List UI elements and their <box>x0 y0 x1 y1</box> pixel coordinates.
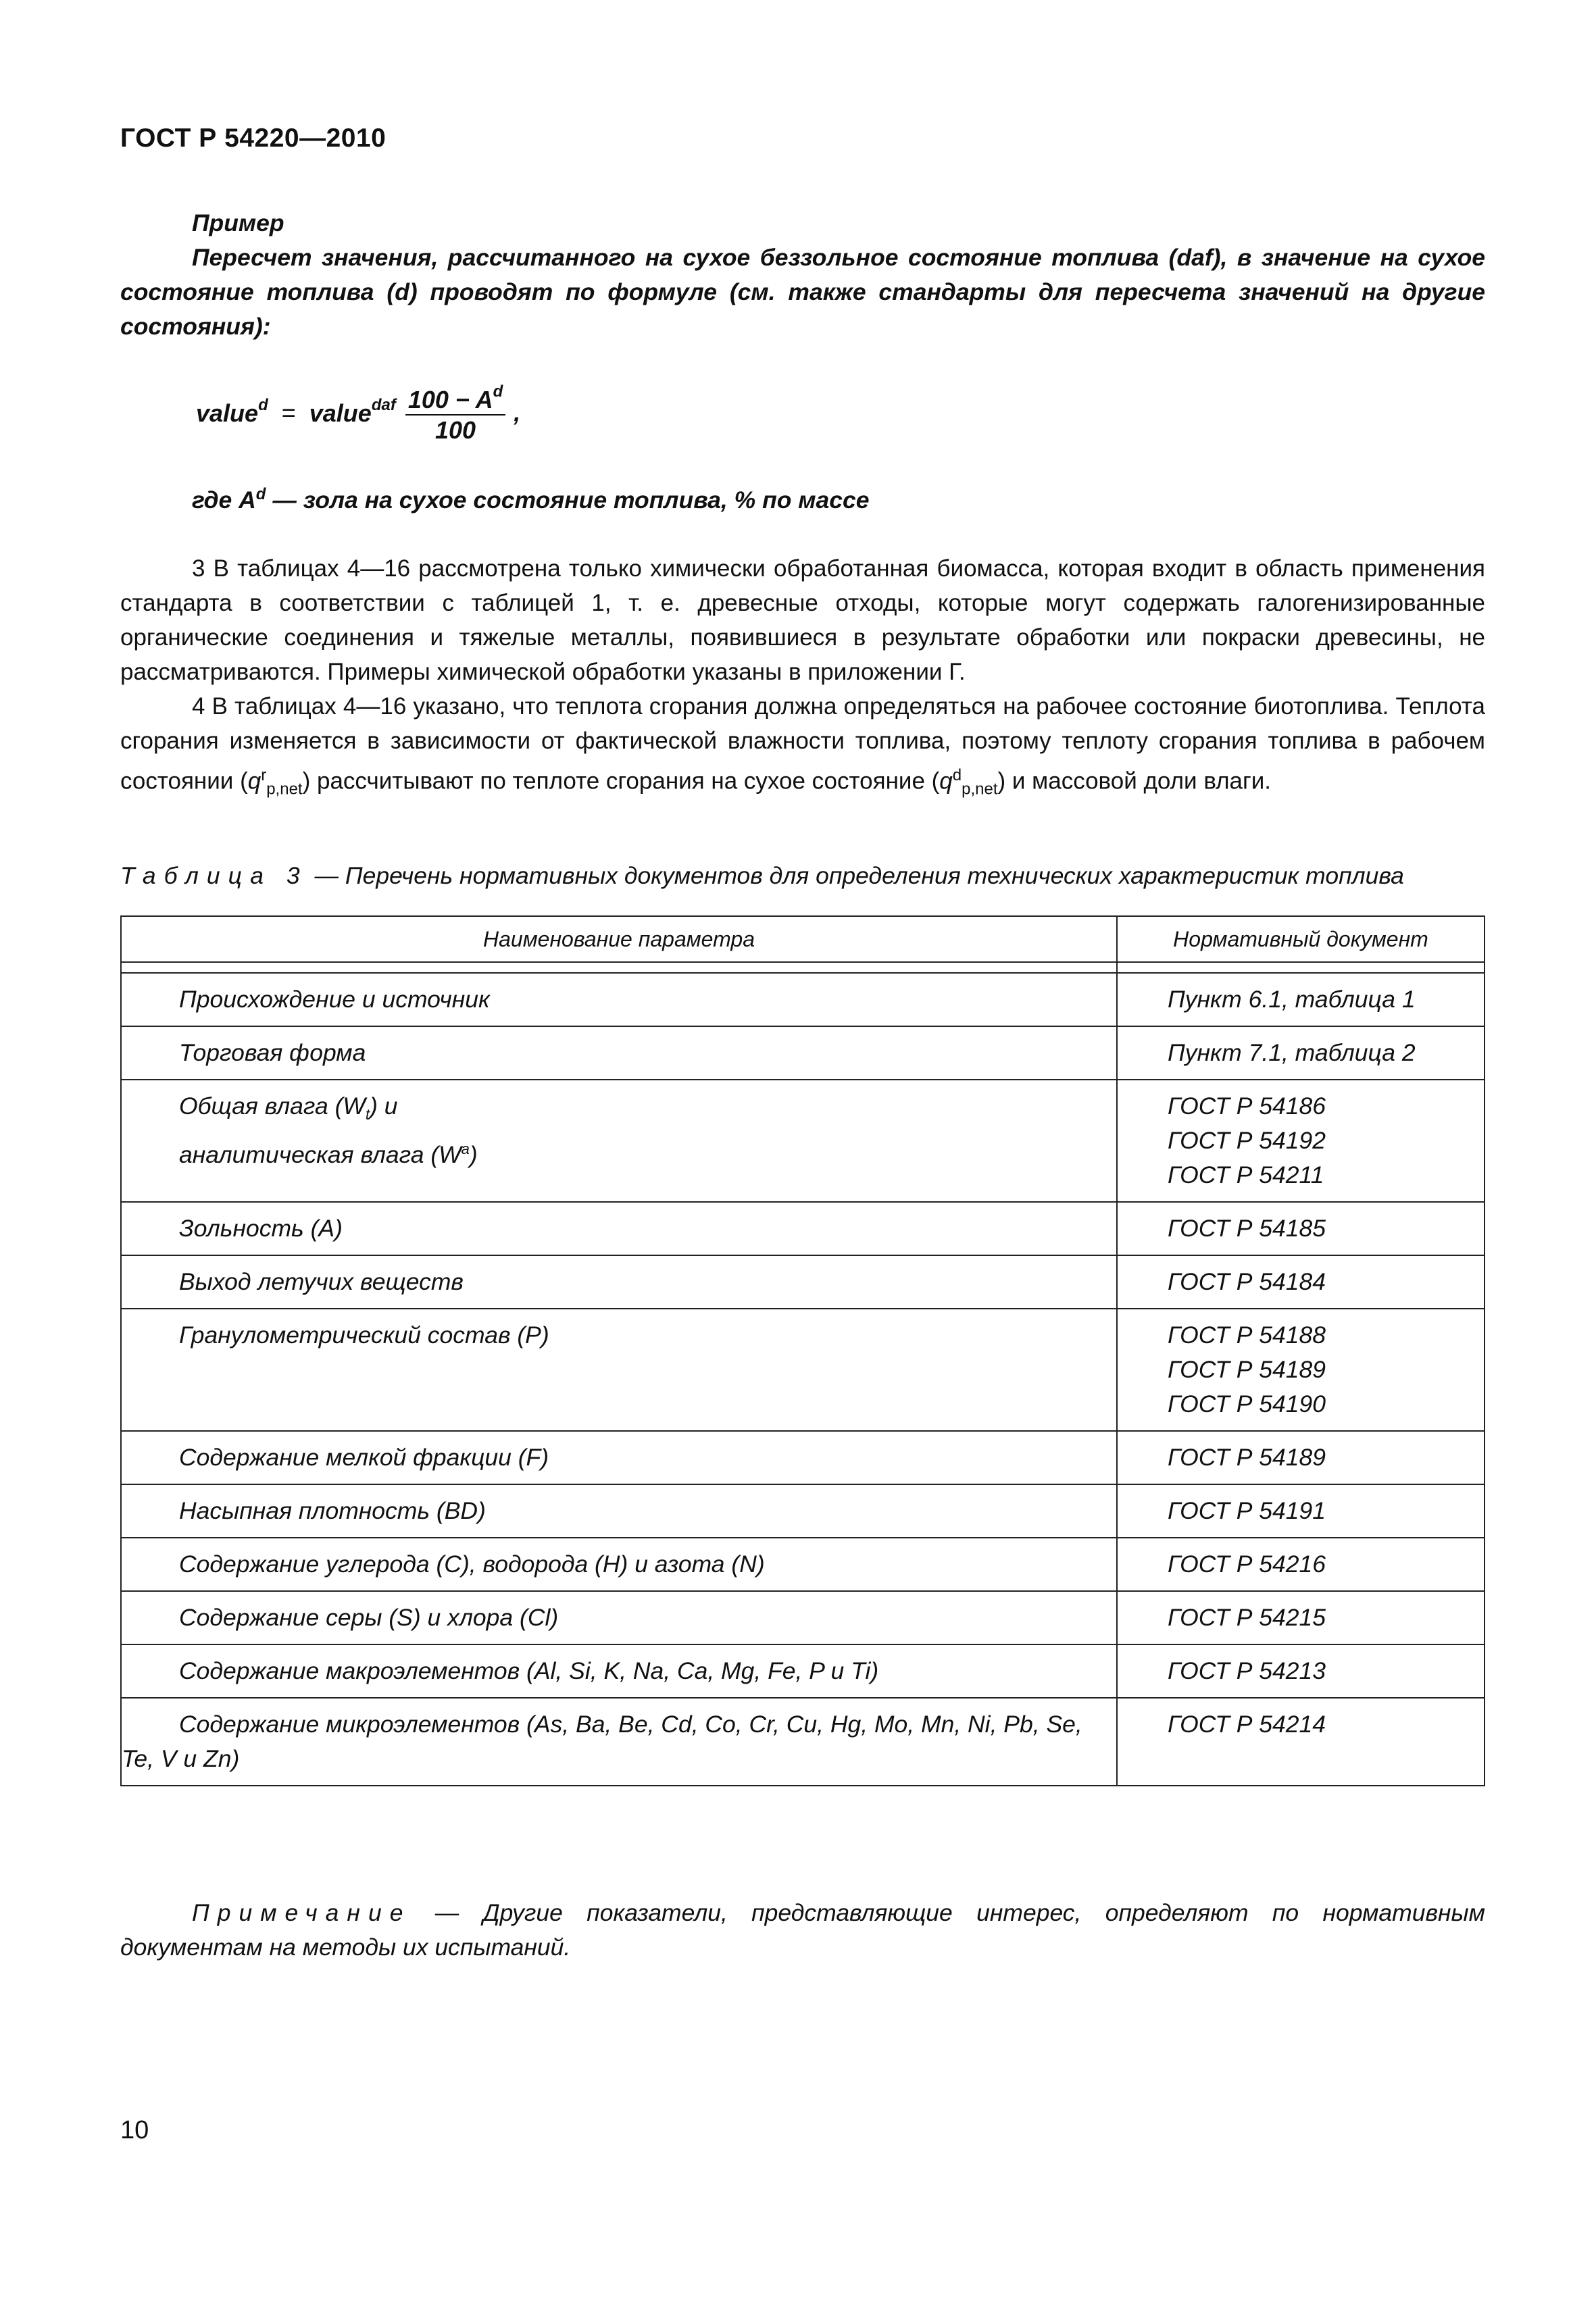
table-row: Содержание микроэлементов (As, Ba, Be, Cd, Co, Cr, Cu, Hg, Mo, Mn, Ni, Pb, Se, Te, V и Zn) ГОСТ Р 54214 <box>121 1698 1485 1786</box>
table-footnote: Примечание — Другие показатели, представляющие интерес, определяют по нормативным документам на методы их испытаний. <box>120 1899 1485 1961</box>
table-row: Содержание макроэлементов (Al, Si, K, Na, Ca, Mg, Fe, P и Ti) ГОСТ Р 54213 <box>121 1644 1485 1698</box>
table-row: Содержание мелкой фракции (F) ГОСТ Р 54189 <box>121 1431 1485 1484</box>
fraction-numerator: $100 - A^d$ <box>405 382 505 416</box>
formula-equals: = <box>281 399 296 426</box>
table-row: Гранулометрический состав (P) ГОСТ Р 54188 ГОСТ Р 54189 ГОСТ Р 54190 <box>121 1309 1485 1431</box>
table-row: Происхождение и источник Пункт 6.1, таблица 1 <box>121 973 1485 1026</box>
conversion-formula <box>196 382 520 444</box>
fraction-denominator: 100 <box>435 416 476 444</box>
page-number: 10 <box>120 2116 149 2144</box>
note-4: 4 В таблицах 4—16 указано, что теплота сгорания должна определяться на рабочее состояние биотоплива. Теплота сгорания изменяется в зависимости от фактической влажности топлива, поэтому теплоту сгорания топлива в рабочем состоянии $(q^r_{p,net})$ рассчитывают по теплоте сгорания на сухое состояние $(q^d_{p,net})$ и массовой доли влаги. <box>120 693 1485 799</box>
table-caption: Таблица 3 — Перечень нормативных документов для определения технических характеристик топлива <box>120 862 1404 889</box>
table-spacer <box>121 962 1485 973</box>
example-label: Пример <box>192 209 284 236</box>
table-row: Выход летучих веществ ГОСТ Р 54184 <box>121 1255 1485 1309</box>
formula-comma: , <box>514 399 521 426</box>
table-row: Общая влага $(W_t)$ и аналитическая влага $(W^a)$ ГОСТ Р 54186 ГОСТ Р 54192 ГОСТ Р 54211 <box>121 1080 1485 1202</box>
table-row: Зольность (A) ГОСТ Р 54185 <box>121 1202 1485 1255</box>
document-header: ГОСТ Р 54220—2010 <box>120 124 386 153</box>
note-3: 3 В таблицах 4—16 рассмотрена только химически обработанная биомасса, которая входит в область применения стандарта в соответствии с таблицей 1, т. е. древесные отходы, которые могут содержать галогенизированные органические соединения и тяжелые металлы, появившиеся в результате обработки или покраски древесины, не рассматриваются. Примеры химической обработки указаны в приложении Г. <box>120 555 1485 685</box>
table-row: Насыпная плотность (BD) ГОСТ Р 54191 <box>121 1484 1485 1538</box>
table-row: Содержание углерода (C), водорода (H) и азота (N) ГОСТ Р 54216 <box>121 1538 1485 1591</box>
formula-rhs: value$^{daf}$ <box>309 395 396 427</box>
notes-section <box>120 551 1485 807</box>
formula-legend: где $A^d$ — зола на сухое состояние топлива, % по массе <box>192 485 870 513</box>
header-param: Наименование параметра <box>121 916 1117 962</box>
table-row: Торговая форма Пункт 7.1, таблица 2 <box>121 1026 1485 1080</box>
example-block <box>120 206 1485 344</box>
normative-documents-table <box>120 915 1485 1786</box>
example-intro: Пересчет значения, рассчитанного на сухое беззольное состояние топлива (daf), в значение на сухое состояние топлива (d) проводят по формуле (см. также стандарты для пересчета значений на другие состояния): <box>120 244 1485 340</box>
formula-lhs: value$^d$ <box>196 395 268 427</box>
header-doc: Нормативный документ <box>1117 916 1485 962</box>
formula-fraction <box>405 382 505 444</box>
table-row: Содержание серы (S) и хлора (Cl) ГОСТ Р 54215 <box>121 1591 1485 1644</box>
